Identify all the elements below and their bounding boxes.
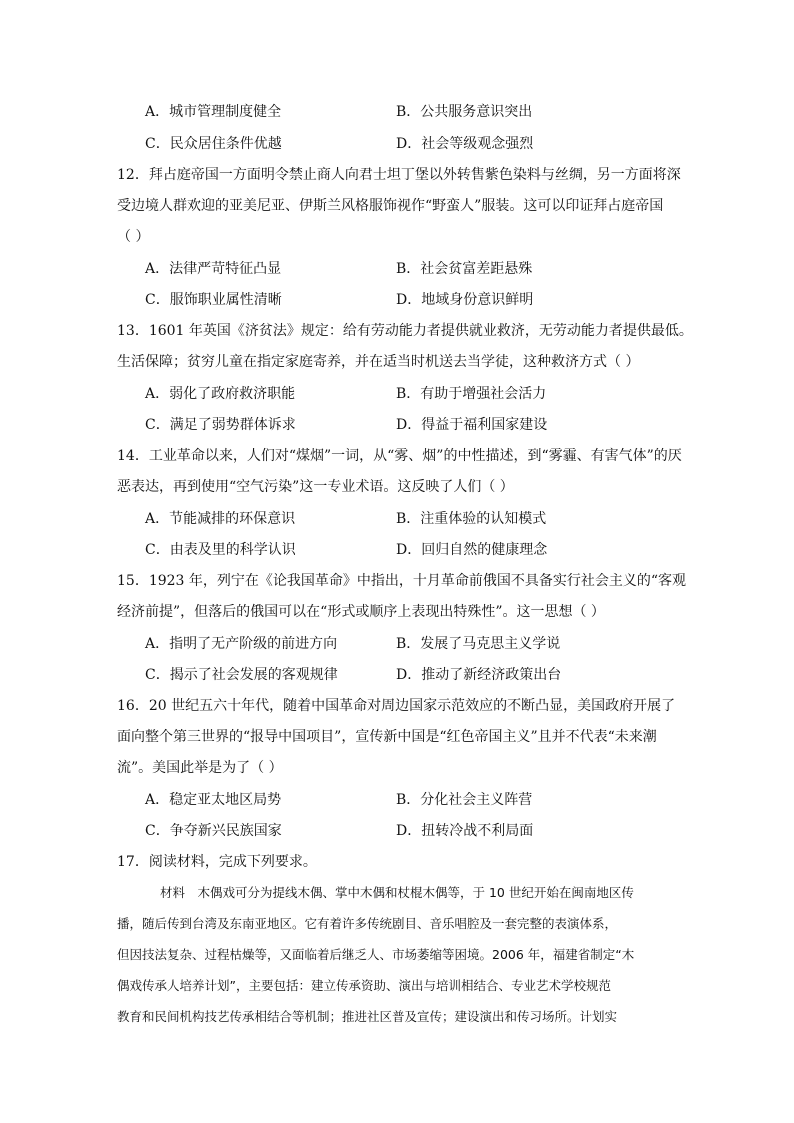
q13-option-a[interactable]: A．弱化了政府救济职能 xyxy=(145,386,296,402)
q16-option-b[interactable]: B．分化社会主义阵营 xyxy=(396,792,533,808)
q14-option-d[interactable]: D．回归自然的健康理念 xyxy=(396,542,548,558)
q14-option-c[interactable]: C．由表及里的科学认识 xyxy=(145,542,296,558)
q16-option-c[interactable]: C．争夺新兴民族国家 xyxy=(145,823,282,839)
q14-option-b[interactable]: B．注重体验的认知模式 xyxy=(396,511,547,527)
q16-stem-line-1: 16．20 世纪五六十年代，随着中国革命对周边国家示范效应的不断凸显，美国政府开展了 xyxy=(117,698,676,714)
q12-option-b[interactable]: B．社会贫富差距悬殊 xyxy=(396,261,533,277)
q13-stem-line-1: 13．1601 年英国《济贫法》规定：给有劳动能力者提供就业救济，无劳动能力者提供最低。 xyxy=(117,323,693,339)
q17-material-line-3: 但因技法复杂、过程枯燥等，又面临着后继乏人、市场萎缩等困境。2006 年，福建省制定“木 xyxy=(117,947,635,962)
q13-option-c[interactable]: C．满足了弱势群体诉求 xyxy=(145,417,296,433)
q15-option-c[interactable]: C．揭示了社会发展的客观规律 xyxy=(145,667,338,683)
q14-option-a[interactable]: A．节能减排的环保意识 xyxy=(145,511,296,527)
q16-option-a[interactable]: A．稳定亚太地区局势 xyxy=(145,792,282,808)
q11-option-b[interactable]: B．公共服务意识突出 xyxy=(396,104,533,120)
q14-stem-line-2: 恶表达，再到使用“空气污染”这一专业术语。这反映了人们（ ） xyxy=(117,479,514,495)
q16-stem-line-2: 面向整个第三世界的“报导中国项目”，宣传新中国是“红色帝国主义”且并不代表“未来潮 xyxy=(117,729,657,745)
q15-option-a[interactable]: A．指明了无产阶级的前进方向 xyxy=(145,636,338,652)
q17-material-line-5: 教育和民间机构技艺传承相结合等机制；推进社区普及宣传；建设演出和传习场所。计划实 xyxy=(117,1009,618,1024)
q16-option-d[interactable]: D．扭转冷战不利局面 xyxy=(396,823,534,839)
q12-option-c[interactable]: C．服饰职业属性清晰 xyxy=(145,292,282,308)
q13-option-b[interactable]: B．有助于增强社会活力 xyxy=(396,386,547,402)
q17-title: 17．阅读材料，完成下列要求。 xyxy=(117,854,317,870)
q11-option-a[interactable]: A．城市管理制度健全 xyxy=(145,104,282,120)
q17-material-line-1: 材料 木偶戏可分为提线木偶、掌中木偶和杖棍木偶等，于 10 世纪开始在闽南地区传 xyxy=(160,885,634,900)
q16-stem-line-3: 流”。美国此举是为了（ ） xyxy=(117,760,283,776)
q14-stem-line-1: 14．工业革命以来，人们对“煤烟”一词，从“雾、烟”的中性描述，到“雾霾、有害气体”的厌 xyxy=(117,448,682,464)
q15-option-b[interactable]: B．发展了马克思主义学说 xyxy=(396,636,561,652)
q15-stem-line-1: 15．1923 年，列宁在《论我国革命》中指出，十月革命前俄国不具备实行社会主义的“客观 xyxy=(117,573,687,589)
q15-option-d[interactable]: D．推动了新经济政策出台 xyxy=(396,667,562,683)
q12-option-d[interactable]: D．地域身份意识鲜明 xyxy=(396,292,534,308)
q17-material-line-4: 偶戏传承人培养计划”，主要包括：建立传承资助、演出与培训相结合、专业艺术学校规范 xyxy=(117,978,611,993)
q12-answer-blank: （ ） xyxy=(117,229,150,245)
q13-stem-line-2: 生活保障；贫穷儿童在指定家庭寄养，并在适当时机送去当学徒，这种救济方式（ ） xyxy=(117,354,640,370)
q17-material-line-2: 播，随后传到台湾及东南亚地区。它有着许多传统剧目、音乐唱腔及一套完整的表演体系， xyxy=(117,916,618,931)
q13-option-d[interactable]: D．得益于福利国家建设 xyxy=(396,417,548,433)
q12-stem-line-1: 12．拜占庭帝国一方面明令禁止商人向君士坦丁堡以外转售紫色染料与丝绸，另一方面将深 xyxy=(117,167,681,183)
q11-option-d[interactable]: D．社会等级观念强烈 xyxy=(396,136,534,152)
q12-option-a[interactable]: A．法律严苛特征凸显 xyxy=(145,261,282,277)
q12-stem-line-2: 受边境人群欢迎的亚美尼亚、伊斯兰风格服饰视作“野蛮人”服装。这可以印证拜占庭帝国 xyxy=(117,198,664,214)
q15-stem-line-2: 经济前提”，但落后的俄国可以在“形式或顺序上表现出特殊性”。这一思想（ ） xyxy=(117,604,605,620)
q11-option-c[interactable]: C．民众居住条件优越 xyxy=(145,136,282,152)
